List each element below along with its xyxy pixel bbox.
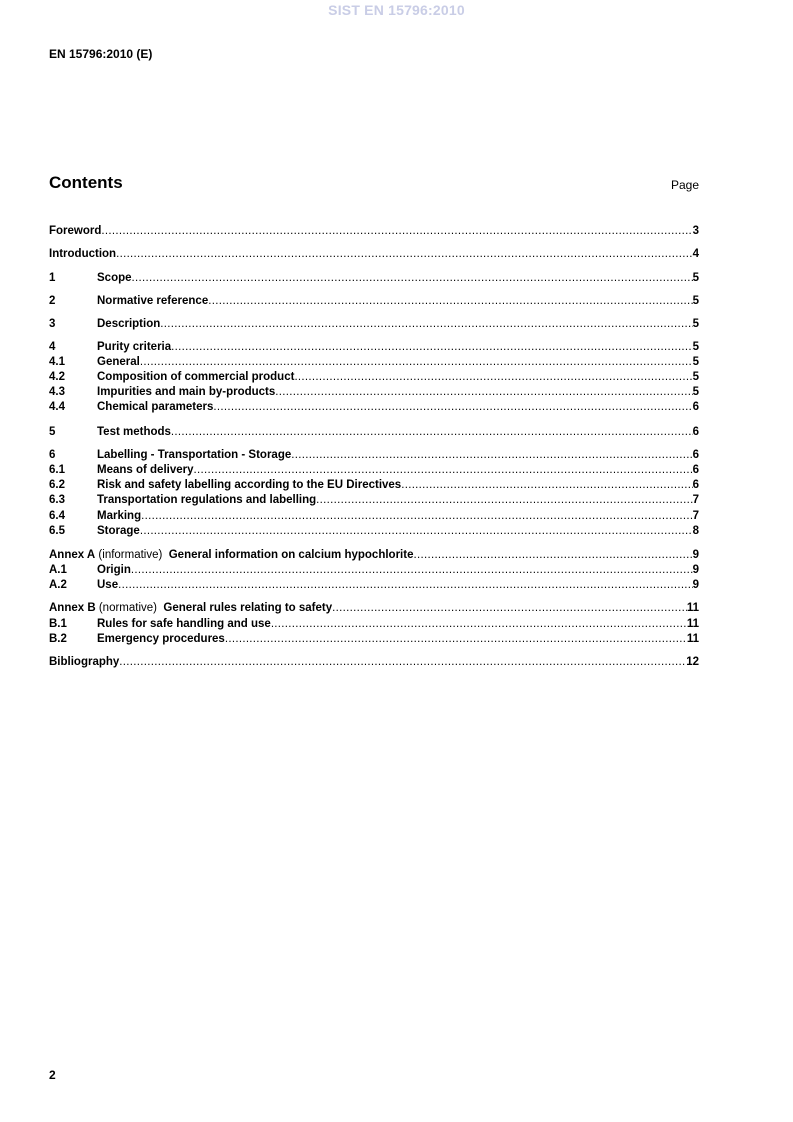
toc-entry-title: Use bbox=[97, 579, 119, 591]
toc-entry-number: 6.2 bbox=[49, 479, 65, 491]
toc-entry-page: 6 bbox=[692, 449, 699, 461]
toc-entry-6-5[interactable] bbox=[49, 524, 699, 538]
toc-entry-4[interactable] bbox=[49, 340, 699, 354]
toc-entry-5[interactable] bbox=[49, 425, 699, 439]
toc-entry-title: Introduction bbox=[49, 248, 117, 260]
toc-entry-number: 6.5 bbox=[49, 525, 65, 537]
toc-entry-page: 5 bbox=[692, 295, 699, 307]
toc-entry-introduction[interactable] bbox=[49, 247, 699, 261]
toc-entry-page: 9 bbox=[692, 579, 699, 591]
toc-entry-page: 8 bbox=[692, 525, 699, 537]
annex-title: General information on calcium hypochlorite bbox=[165, 549, 414, 561]
toc-entry-number: 6.3 bbox=[49, 494, 65, 506]
toc-entry-number: 6.4 bbox=[49, 510, 65, 522]
toc-entry-page: 7 bbox=[692, 510, 699, 522]
toc-entry-number: 5 bbox=[49, 426, 56, 438]
toc-entry-page: 12 bbox=[686, 656, 699, 668]
toc-entry-page: 7 bbox=[692, 494, 699, 506]
toc-entry-page: 11 bbox=[686, 602, 699, 614]
toc-entry-number: 4.4 bbox=[49, 401, 65, 413]
annex-status: (informative) bbox=[95, 549, 166, 561]
toc-entry-title: Marking bbox=[97, 510, 142, 522]
toc-entry-page: 6 bbox=[692, 479, 699, 491]
toc-entry-title: General bbox=[97, 356, 140, 368]
watermark: SIST EN 15796:2010 bbox=[328, 2, 465, 18]
toc-entry-6-4[interactable] bbox=[49, 509, 699, 523]
toc-entry-a-2[interactable] bbox=[49, 578, 699, 592]
toc-entry-number: B.2 bbox=[49, 633, 67, 645]
document-id: EN 15796:2010 (E) bbox=[49, 47, 153, 61]
toc-entry-page: 6 bbox=[692, 401, 699, 413]
toc-entry-title: Rules for safe handling and use bbox=[97, 618, 271, 630]
toc-entry-page: 6 bbox=[692, 426, 699, 438]
toc-entry-title: Impurities and main by-products bbox=[97, 386, 276, 398]
toc-entry-number: 4 bbox=[49, 341, 56, 353]
toc-entry-number: 4.1 bbox=[49, 356, 65, 368]
toc-entry-title bbox=[49, 548, 413, 562]
toc-entry-number: A.1 bbox=[49, 564, 67, 576]
toc-entry-4-3[interactable] bbox=[49, 385, 699, 399]
toc-entry-page: 5 bbox=[692, 386, 699, 398]
toc-entry-page: 5 bbox=[692, 318, 699, 330]
toc-entry-title: Transportation regulations and labelling bbox=[97, 494, 317, 506]
toc-entry-6-1[interactable] bbox=[49, 463, 699, 477]
toc-entry-b-2[interactable] bbox=[49, 632, 699, 646]
toc-entry-b-1[interactable] bbox=[49, 617, 699, 631]
page-column-label: Page bbox=[670, 178, 699, 192]
toc-entry-title: Storage bbox=[97, 525, 140, 537]
toc-entry-page: 9 bbox=[692, 564, 699, 576]
toc-entry-3[interactable] bbox=[49, 317, 699, 331]
toc-entry-4-4[interactable] bbox=[49, 400, 699, 414]
toc-entry-number: 6.1 bbox=[49, 464, 65, 476]
toc-entry-number: 4.2 bbox=[49, 371, 65, 383]
toc-entry-page: 11 bbox=[686, 633, 699, 645]
toc-entry-1[interactable] bbox=[49, 271, 699, 285]
toc-entry-title: Means of delivery bbox=[97, 464, 194, 476]
toc-entry-page: 5 bbox=[692, 341, 699, 353]
toc-entry-title: Origin bbox=[97, 564, 131, 576]
toc-entry-bibliography[interactable] bbox=[49, 655, 699, 669]
toc-entry-number: 1 bbox=[49, 272, 56, 284]
toc-entry-title: Description bbox=[97, 318, 161, 330]
toc-entry-a-1[interactable] bbox=[49, 563, 699, 577]
toc-entry-6-3[interactable] bbox=[49, 493, 699, 507]
annex-label: Annex A bbox=[49, 549, 96, 561]
contents-title: Contents bbox=[49, 173, 123, 192]
toc-entry-title bbox=[49, 601, 332, 615]
toc-entry-title: Test methods bbox=[97, 426, 171, 438]
toc-entry-title: Composition of commercial product bbox=[97, 371, 295, 383]
toc-entry-6-2[interactable] bbox=[49, 478, 699, 492]
toc-entry-title: Normative reference bbox=[97, 295, 209, 307]
toc-entry-page: 6 bbox=[692, 464, 699, 476]
toc-entry-number: A.2 bbox=[49, 579, 67, 591]
toc-entry-number: 4.3 bbox=[49, 386, 65, 398]
toc-entry-6[interactable] bbox=[49, 448, 699, 462]
toc-entry-title: Purity criteria bbox=[97, 341, 172, 353]
toc-entry-annex-b[interactable] bbox=[49, 601, 699, 615]
toc-entry-title: Risk and safety labelling according to the EU Directives bbox=[97, 479, 402, 491]
toc-entry-page: 4 bbox=[692, 248, 699, 260]
toc-entry-page: 5 bbox=[692, 356, 699, 368]
toc-entry-annex-a[interactable] bbox=[49, 548, 699, 562]
toc-entry-title: Emergency procedures bbox=[97, 633, 225, 645]
toc-entry-4-2[interactable] bbox=[49, 370, 699, 384]
toc-entry-page: 3 bbox=[692, 225, 699, 237]
annex-status: (normative) bbox=[95, 602, 161, 614]
toc-entry-foreword[interactable] bbox=[49, 224, 699, 238]
toc-entry-page: 9 bbox=[692, 549, 699, 561]
toc-entry-page: 11 bbox=[686, 618, 699, 630]
toc-entry-title: Scope bbox=[97, 272, 132, 284]
toc-entry-4-1[interactable] bbox=[49, 355, 699, 369]
toc-entry-title: Foreword bbox=[49, 225, 102, 237]
toc-entry-title: Bibliography bbox=[49, 656, 120, 668]
annex-label: Annex B bbox=[49, 602, 96, 614]
toc-entry-title: Chemical parameters bbox=[97, 401, 214, 413]
toc-entry-page: 5 bbox=[692, 272, 699, 284]
toc-entry-page: 5 bbox=[692, 371, 699, 383]
toc-entry-number: 2 bbox=[49, 295, 56, 307]
toc-entry-number: 6 bbox=[49, 449, 56, 461]
annex-title: General rules relating to safety bbox=[160, 602, 333, 614]
toc-entry-number: B.1 bbox=[49, 618, 67, 630]
toc-entry-2[interactable] bbox=[49, 294, 699, 308]
toc-entry-title: Labelling - Transportation - Storage bbox=[97, 449, 292, 461]
toc-entry-number: 3 bbox=[49, 318, 56, 330]
page-number: 2 bbox=[49, 1068, 56, 1082]
